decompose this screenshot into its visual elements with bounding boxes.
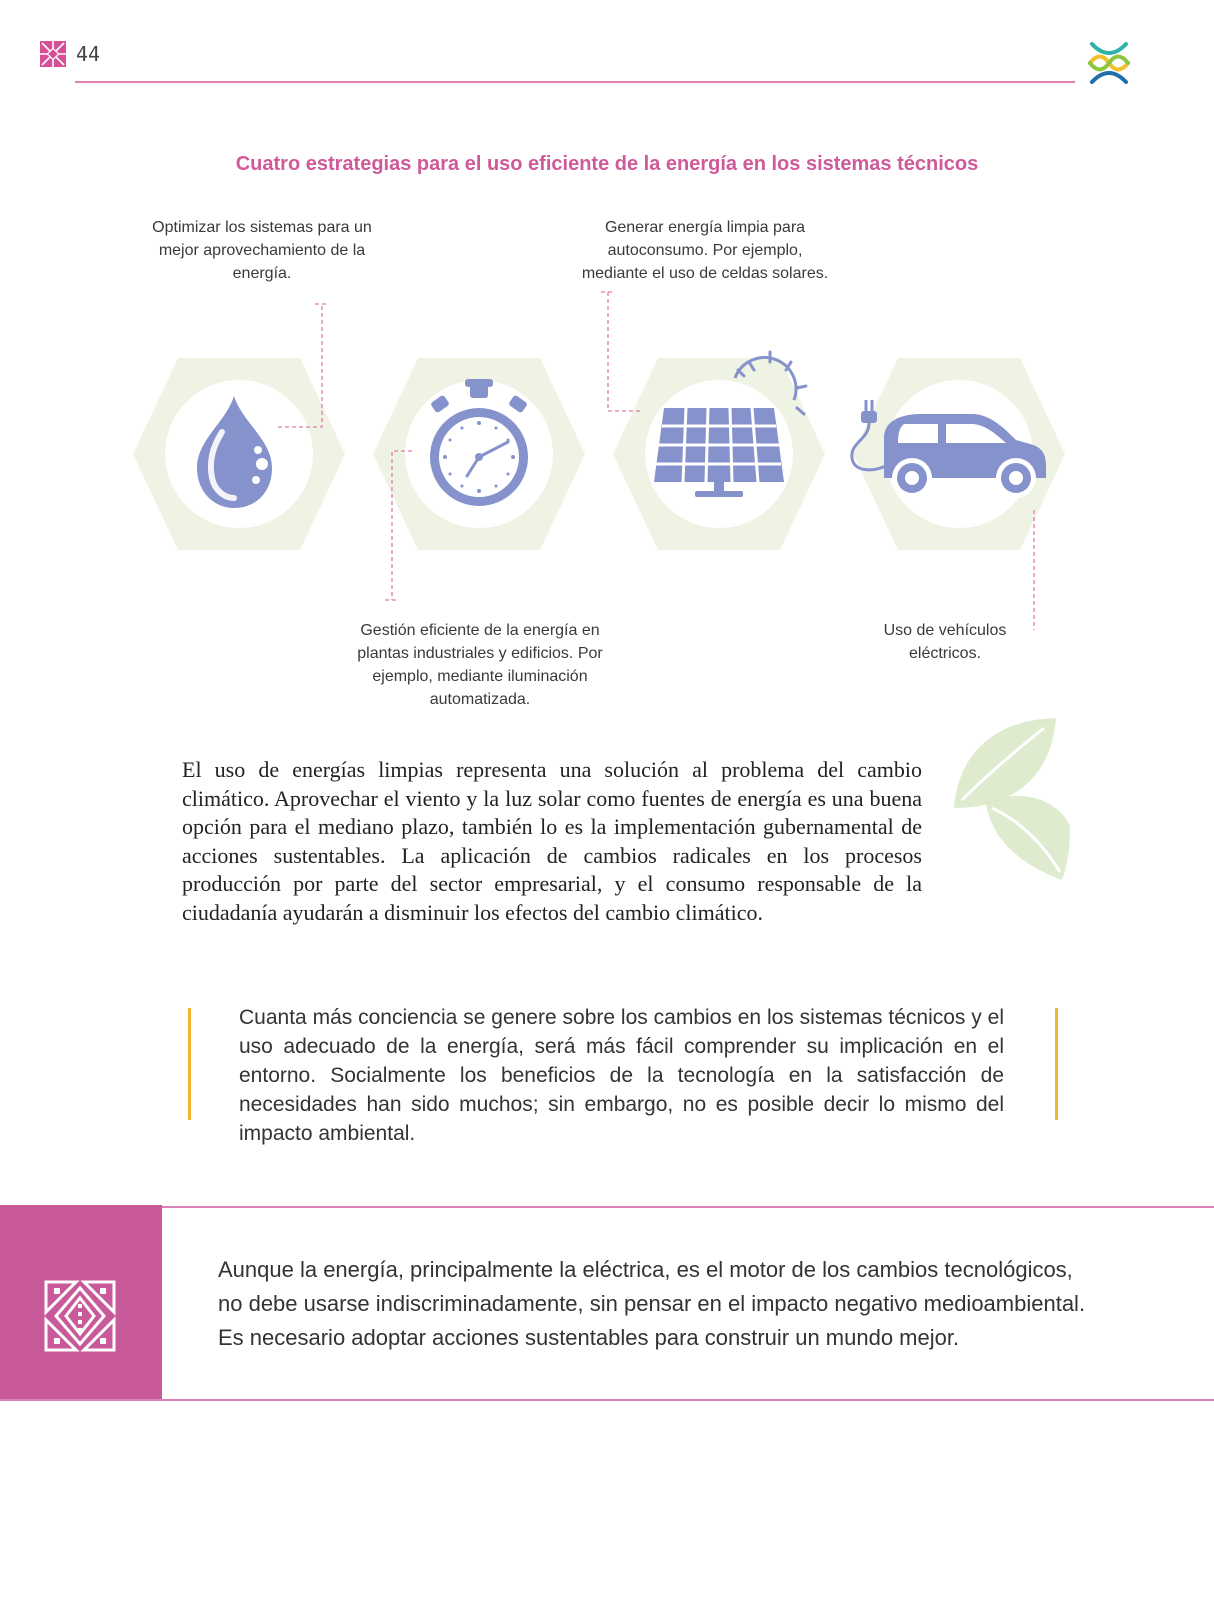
geometric-pattern-icon bbox=[42, 1278, 118, 1354]
diagram-title: Cuatro estrategias para el uso eficiente de la energía en los sistemas técnicos bbox=[235, 153, 979, 175]
header-rule bbox=[75, 81, 1075, 83]
body-paragraph: El uso de energías limpias representa una solución al problema del cambio climático. Aprovechar el viento y la luz solar como fuentes de energía es una buena opción para el mediano plazo, también lo es la implementación gubernamental de acciones sustentables. La aplicación de cambios radicales en los procesos producción por parte del sector empresarial, y el consumo responsable de la ciudadanía ayudarán a disminuir los efectos del cambio climático. bbox=[182, 757, 922, 925]
quote-accent-bar-right bbox=[1055, 1008, 1058, 1120]
leaves-icon bbox=[952, 716, 1072, 882]
interlaced-rings-logo-icon bbox=[1086, 40, 1132, 86]
banner-message: Aunque la energía, principalmente la eléctrica, es el motor de los cambios tecnológicos, no debe usarse indiscriminadamente, sin pensar en el impacto negativo medioambiental. Es necesario adoptar acciones sustentables para construir un mundo mejor. bbox=[218, 1257, 1086, 1350]
strategy-callout-optimize: Optimizar los sistemas para un mejor aprovechamiento de la energía. bbox=[152, 219, 372, 282]
strategy-callout-electric-vehicles: Uso de vehículos eléctricos. bbox=[883, 622, 1007, 662]
quote-accent-bar-left bbox=[188, 1008, 191, 1120]
strategy-callout-management: Gestión eficiente de la energía en plantas industriales y edificios. Por ejemplo, mediante iluminación automatizada. bbox=[357, 622, 603, 708]
textile-pattern-icon bbox=[40, 41, 66, 67]
banner-rule-bottom bbox=[0, 1399, 1214, 1401]
page-number: 44 bbox=[76, 42, 101, 66]
strategies-diagram bbox=[0, 290, 1214, 630]
highlight-quote: Cuanta más conciencia se genere sobre los cambios en los sistemas técnicos y el uso adecuado de la energía, será más fácil comprender su implicación en el entorno. Socialmente los beneficios de la tecnología en la satisfacción de necesidades han sido muchos; sin embargo, no es posible decir lo mismo del impacto ambiental. bbox=[239, 1006, 1004, 1145]
banner-rule-top bbox=[162, 1206, 1214, 1208]
strategy-callout-clean-energy: Generar energía limpia para autoconsumo. Por ejemplo, mediante el uso de celdas solares. bbox=[581, 219, 829, 282]
